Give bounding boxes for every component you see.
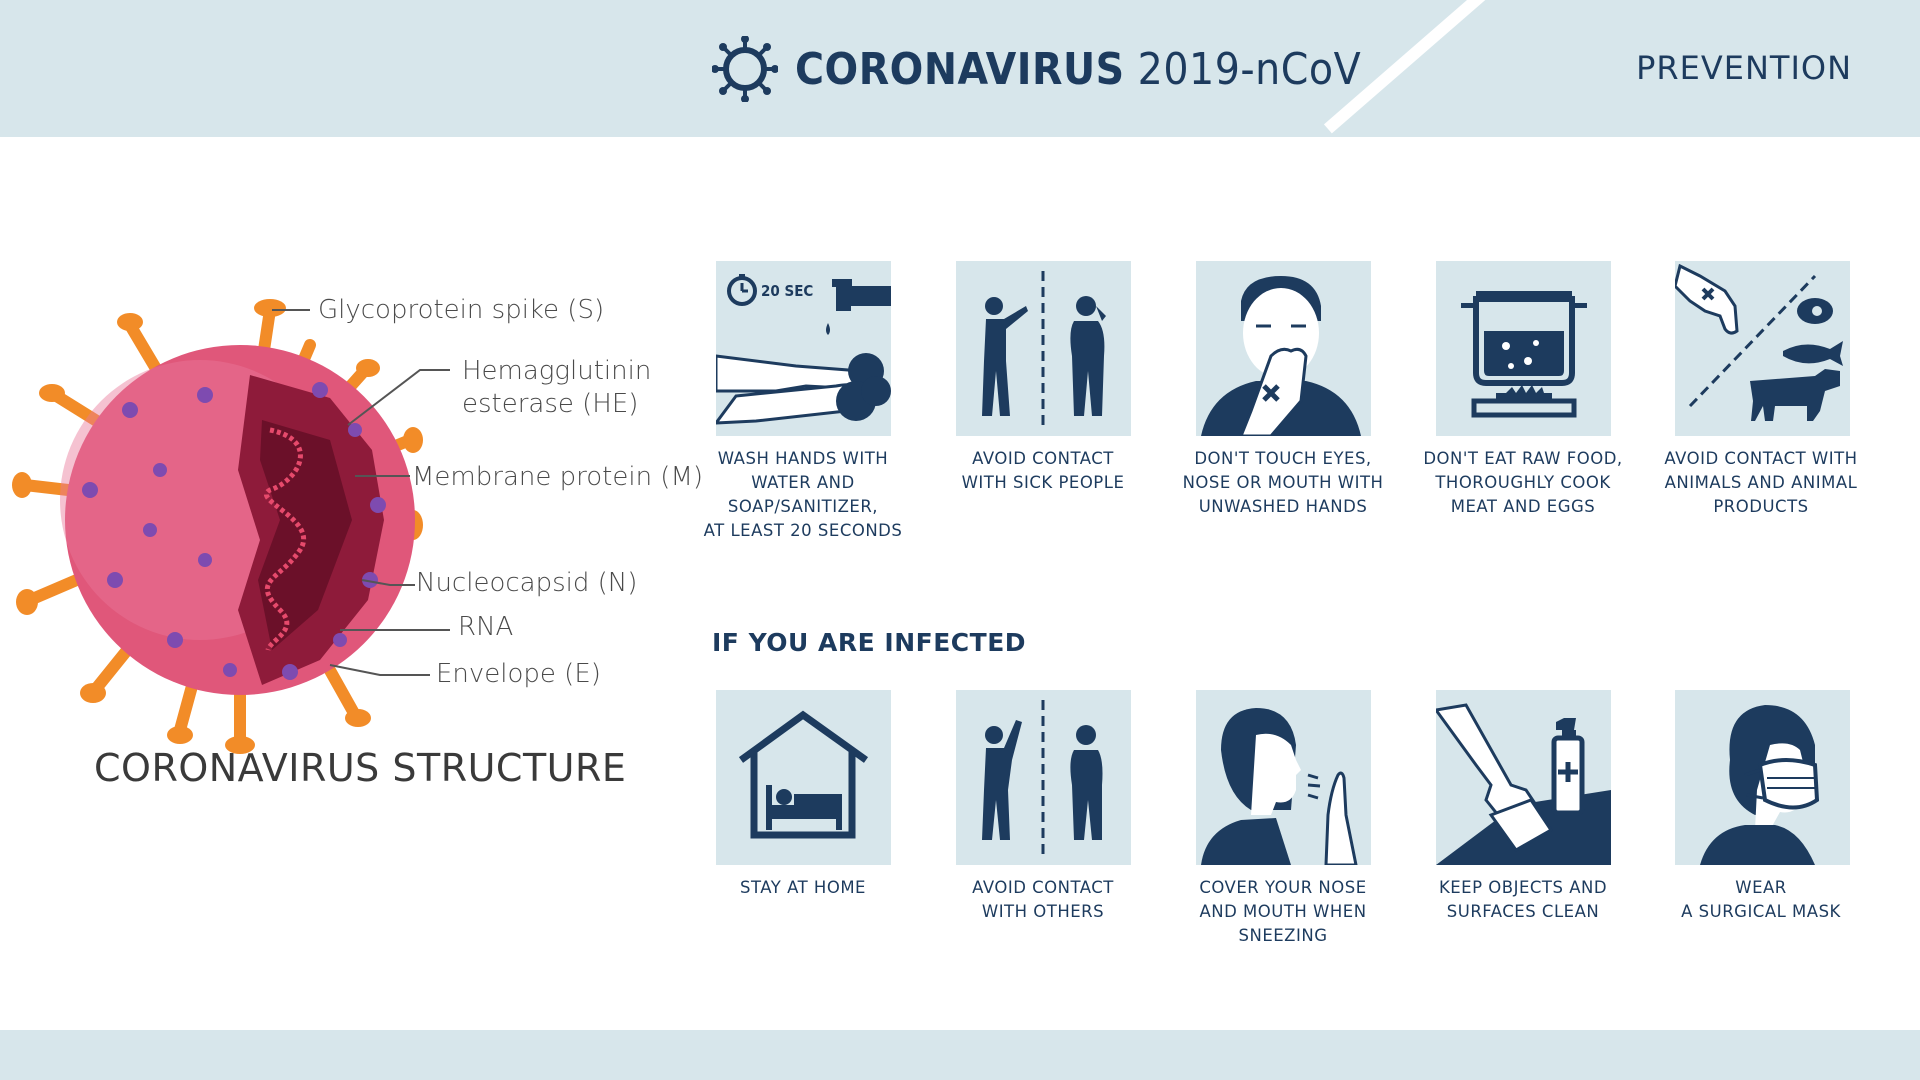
tile-wash-hands [716,261,891,436]
label-nucleocapsid: Nucleocapsid (N) [416,568,638,598]
caption-stay-home: STAY AT HOME [740,878,866,897]
cooking-pot-icon [1436,261,1611,436]
label-rna: RNA [458,612,514,642]
label-glycoprotein-spike: Glycoprotein spike (S) [318,295,605,325]
timer-badge: 20 SEC [761,282,814,300]
caption-no-touch-face: DON'T TOUCH EYES, NOSE OR MOUTH WITH UNWASHED HANDS [1182,449,1384,516]
caption-surgical-mask: WEAR A SURGICAL MASK [1681,878,1841,921]
footer-bar [0,1030,1920,1080]
header-banner [0,0,1920,137]
tile-avoid-others [956,690,1131,865]
title-regular: 2019-nCoV [1137,44,1362,95]
surgical-mask-icon [1675,690,1850,865]
caption-avoid-animals: AVOID CONTACT WITH ANIMALS AND ANIMAL PRODUCTS [1664,449,1858,516]
virus-icon [712,36,778,102]
spray-clean-icon [1436,690,1611,865]
home-bed-icon [716,690,891,865]
handwash-icon [716,261,891,436]
header-prevention-label: PREVENTION [1636,49,1852,87]
tile-cook-food [1436,261,1611,436]
title-bold: CORONAVIRUS [795,44,1125,95]
tile-cover-sneeze [1196,690,1371,865]
avoid-others-icon [956,690,1131,865]
tile-avoid-sick [956,261,1131,436]
infected-section-title: IF YOU ARE INFECTED [712,628,1027,657]
no-touch-face-icon [1196,261,1371,436]
caption-avoid-others: AVOID CONTACT WITH OTHERS [972,878,1114,921]
label-membrane-protein: Membrane protein (M) [412,462,704,492]
structure-title: CORONAVIRUS STRUCTURE [94,746,627,790]
caption-clean-surfaces: KEEP OBJECTS AND SURFACES CLEAN [1438,878,1608,921]
avoid-sick-icon [956,261,1131,436]
tile-surgical-mask [1675,690,1850,865]
sneeze-icon [1196,690,1371,865]
caption-avoid-sick: AVOID CONTACT WITH SICK PEOPLE [961,449,1125,492]
tile-clean-surfaces [1436,690,1611,865]
label-envelope: Envelope (E) [436,659,601,689]
caption-cook-food: DON'T EAT RAW FOOD, THOROUGHLY COOK MEAT AND EGGS [1423,449,1623,516]
caption-wash-hands: WASH HANDS WITH WATER AND SOAP/SANITIZER, AT LEAST 20 SECONDS [703,449,903,540]
no-animals-icon [1675,261,1850,436]
tile-avoid-animals [1675,261,1850,436]
tile-no-touch-face [1196,261,1371,436]
page-title [795,40,1361,100]
tile-stay-home [716,690,891,865]
label-hemagglutinin-esterase: Hemagglutinin esterase (HE) [462,356,652,419]
caption-cover-sneeze: COVER YOUR NOSE AND MOUTH WHEN SNEEZING [1199,878,1367,945]
